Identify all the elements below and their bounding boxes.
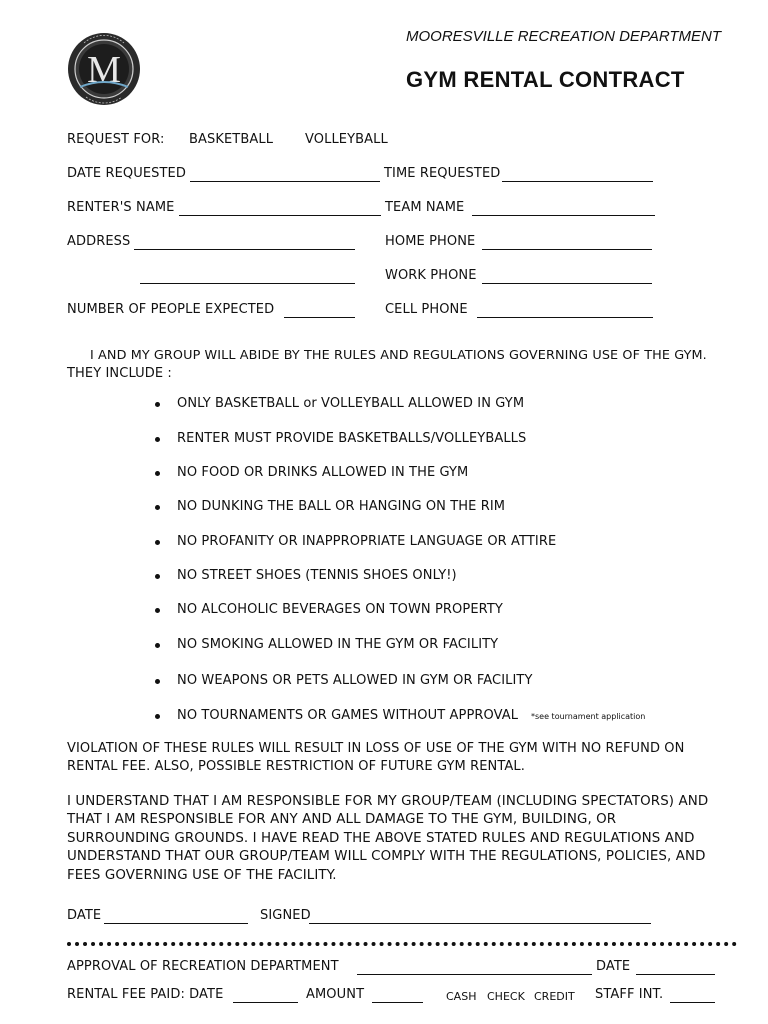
approval-label: APPROVAL OF RECREATION DEPARTMENT — [67, 959, 339, 974]
town-seal-logo — [66, 31, 142, 107]
responsibility-line: I UNDERSTAND THAT I AM RESPONSIBLE FOR MY GROUP/TEAM (INCLUDING SPECTATORS) AND — [67, 794, 709, 809]
team-name-field[interactable] — [472, 215, 655, 216]
rule-item: NO WEAPONS OR PETS ALLOWED IN GYM OR FACILITY — [177, 673, 533, 688]
bullet-icon — [155, 471, 160, 476]
time-requested-label: TIME REQUESTED — [384, 166, 501, 181]
home-phone-field[interactable] — [482, 249, 652, 250]
signature-date-label: DATE — [67, 908, 102, 923]
payment-cash[interactable]: CASH — [446, 990, 477, 1003]
staff-int-label: STAFF INT. — [595, 987, 664, 1002]
time-requested-field[interactable] — [502, 181, 653, 182]
rule-item: NO FOOD OR DRINKS ALLOWED IN THE GYM — [177, 465, 469, 480]
work-phone-field[interactable] — [482, 283, 652, 284]
cell-phone-label: CELL PHONE — [385, 302, 468, 317]
responsibility-line: THAT I AM RESPONSIBLE FOR ANY AND ALL DAMAGE TO THE GYM, BUILDING, OR — [67, 812, 617, 827]
signature-field[interactable] — [309, 923, 651, 924]
address-field-line2[interactable] — [140, 283, 355, 284]
approval-date-field[interactable] — [636, 974, 715, 975]
responsibility-line: UNDERSTAND THAT OUR GROUP/TEAM WILL COMPLY WITH THE REGULATIONS, POLICIES, AND — [67, 849, 706, 864]
bullet-icon — [155, 643, 160, 648]
option-basketball[interactable]: BASKETBALL — [189, 132, 274, 147]
renters-name-label: RENTER'S NAME — [67, 200, 175, 215]
approval-field[interactable] — [357, 974, 592, 975]
address-field-line1[interactable] — [134, 249, 355, 250]
bullet-icon — [155, 714, 160, 719]
rule-item: NO STREET SHOES (TENNIS SHOES ONLY!) — [177, 568, 457, 583]
amount-label: AMOUNT — [306, 987, 365, 1002]
svg-text:M: M — [87, 49, 121, 91]
violation-line: VIOLATION OF THESE RULES WILL RESULT IN LOSS OF USE OF THE GYM WITH NO REFUND ON — [67, 741, 685, 756]
staff-int-field[interactable] — [670, 1002, 715, 1003]
rules-intro: I AND MY GROUP WILL ABIDE BY THE RULES AND REGULATIONS GOVERNING USE OF THE GYM. — [90, 348, 707, 363]
bullet-icon — [155, 402, 160, 407]
work-phone-label: WORK PHONE — [385, 268, 477, 283]
date-requested-label: DATE REQUESTED — [67, 166, 186, 181]
bullet-icon — [155, 540, 160, 545]
address-label: ADDRESS — [67, 234, 131, 249]
bullet-icon — [155, 608, 160, 613]
rental-fee-date-field[interactable] — [233, 1002, 298, 1003]
signed-label: SIGNED — [260, 908, 311, 923]
number-of-people-label: NUMBER OF PEOPLE EXPECTED — [67, 302, 275, 317]
option-volleyball[interactable]: VOLLEYBALL — [305, 132, 388, 147]
rules-intro-cont: THEY INCLUDE : — [67, 366, 172, 381]
rule-item: NO ALCOHOLIC BEVERAGES ON TOWN PROPERTY — [177, 602, 503, 617]
bullet-icon — [155, 574, 160, 579]
department-name: MOORESVILLE RECREATION DEPARTMENT — [406, 28, 722, 45]
tournament-note: *see tournament application — [531, 712, 646, 721]
bullet-icon — [155, 505, 160, 510]
request-for-label: REQUEST FOR: — [67, 132, 165, 147]
rule-item: RENTER MUST PROVIDE BASKETBALLS/VOLLEYBALLS — [177, 431, 527, 446]
approval-date-label: DATE — [596, 959, 631, 974]
renters-name-field[interactable] — [179, 215, 381, 216]
cell-phone-field[interactable] — [477, 317, 653, 318]
rule-item: NO TOURNAMENTS OR GAMES WITHOUT APPROVAL — [177, 708, 519, 723]
signature-date-field[interactable] — [104, 923, 248, 924]
responsibility-line: SURROUNDING GROUNDS. I HAVE READ THE ABOVE STATED RULES AND REGULATIONS AND — [67, 831, 695, 846]
bullet-icon — [155, 437, 160, 442]
amount-field[interactable] — [372, 1002, 423, 1003]
rule-item: NO SMOKING ALLOWED IN THE GYM OR FACILITY — [177, 637, 499, 652]
payment-credit[interactable]: CREDIT — [534, 990, 575, 1003]
home-phone-label: HOME PHONE — [385, 234, 476, 249]
responsibility-line: FEES GOVERNING USE OF THE FACILITY. — [67, 868, 337, 883]
bullet-icon — [155, 679, 160, 684]
date-requested-field[interactable] — [190, 181, 380, 182]
office-use-divider — [67, 942, 737, 946]
rule-item: NO PROFANITY OR INAPPROPRIATE LANGUAGE OR ATTIRE — [177, 534, 557, 549]
number-of-people-field[interactable] — [284, 317, 355, 318]
rule-item: NO DUNKING THE BALL OR HANGING ON THE RIM — [177, 499, 506, 514]
violation-line: RENTAL FEE. ALSO, POSSIBLE RESTRICTION OF FUTURE GYM RENTAL. — [67, 759, 525, 774]
rental-fee-paid-label: RENTAL FEE PAID: DATE — [67, 987, 224, 1002]
team-name-label: TEAM NAME — [385, 200, 465, 215]
rule-item: ONLY BASKETBALL or VOLLEYBALL ALLOWED IN GYM — [177, 396, 525, 411]
payment-check[interactable]: CHECK — [487, 990, 525, 1003]
form-title: GYM RENTAL CONTRACT — [406, 67, 685, 92]
